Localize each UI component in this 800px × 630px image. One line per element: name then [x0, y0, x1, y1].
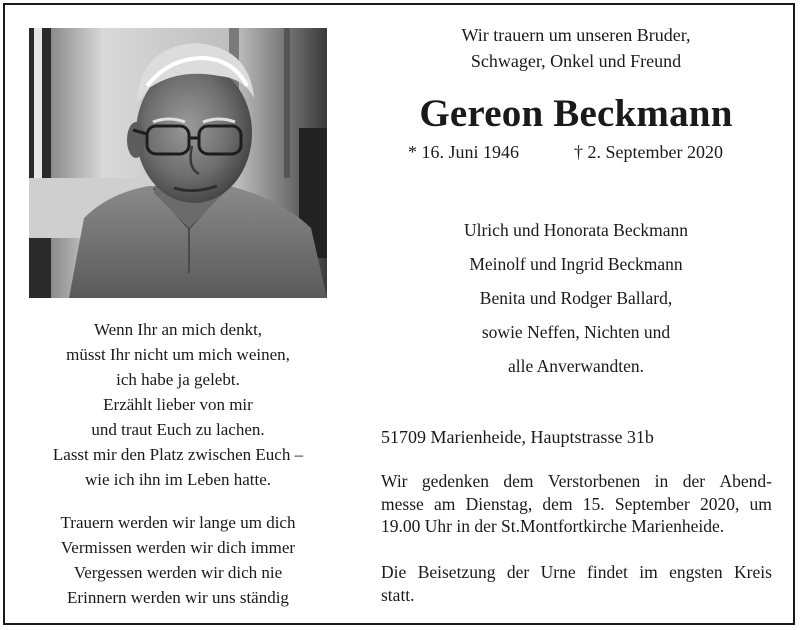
intro-text: [376, 22, 776, 74]
poem-line: Vergessen werden wir dich nie: [73, 563, 283, 582]
mourner-line: Ulrich und Honorata Beckmann: [463, 220, 689, 240]
word: 2020,: [699, 493, 740, 514]
word: gedenken: [421, 471, 489, 491]
poem-line: Trauern werden wir lange um dich: [60, 513, 296, 532]
mourner-line: Benita und Rodger Ballard,: [479, 288, 673, 308]
word: Die: [381, 562, 407, 582]
word: um: [749, 493, 772, 514]
word: findet: [587, 562, 628, 582]
portrait-photo: [29, 28, 327, 298]
word: in: [654, 471, 669, 491]
burial-line-2: statt.: [381, 584, 415, 605]
poem-line: Vermissen werden wir dich immer: [60, 538, 296, 557]
burial-notice: [381, 561, 772, 606]
poem-line: Erzählt lieber von mir: [103, 395, 253, 414]
service-line-2: [381, 493, 772, 516]
word: engsten: [669, 562, 723, 582]
word: Beisetzung: [417, 562, 496, 582]
poem-line: Erinnern werden wir uns ständig: [67, 588, 289, 607]
word: dem: [503, 471, 534, 491]
birth-date: * 16. Juni 1946: [408, 142, 520, 162]
intro-line-1: Wir trauern um unseren Bruder,: [461, 25, 691, 45]
poem-stanza-2: [22, 510, 334, 610]
poem-stanza-1: [22, 317, 334, 492]
word: Verstorbenen: [547, 471, 641, 491]
word: 15.: [582, 493, 605, 514]
portrait-icon: [29, 28, 327, 298]
word: der: [506, 562, 530, 582]
word: messe: [381, 493, 424, 514]
word: September: [614, 493, 690, 514]
poem-line: wie ich ihn im Leben hatte.: [85, 470, 271, 489]
word: Urne: [540, 562, 576, 582]
mourner-line: Meinolf und Ingrid Beckmann: [469, 254, 683, 274]
address: 51709 Marienheide, Hauptstrasse 31b: [381, 427, 654, 447]
word: Kreis: [734, 562, 772, 582]
word: dem: [542, 493, 573, 514]
mourner-line: alle Anverwandten.: [507, 356, 645, 376]
poem-line: müsst Ihr nicht um mich weinen,: [66, 345, 290, 364]
service-notice: [381, 470, 772, 538]
service-line-3: 19.00 Uhr in der St.Montfortkirche Marienheide.: [381, 516, 725, 536]
word: Wir: [381, 471, 408, 491]
word: am: [434, 493, 456, 514]
word: Abend-: [719, 471, 772, 491]
death-date: † 2. September 2020: [574, 142, 723, 162]
mourner-line: sowie Neffen, Nichten und: [481, 322, 671, 342]
poem-line: ich habe ja gelebt.: [116, 370, 240, 389]
poem-line: Wenn Ihr an mich denkt,: [93, 320, 263, 339]
word: der: [682, 471, 706, 491]
poem-line: und traut Euch zu lachen.: [91, 420, 265, 439]
word: Dienstag,: [465, 493, 533, 514]
burial-line-1: [381, 561, 772, 584]
intro-line-2: Schwager, Onkel und Freund: [470, 51, 682, 71]
deceased-name: Gereon Beckmann: [419, 92, 733, 135]
poem-line: Lasst mir den Platz zwischen Euch –: [52, 445, 304, 464]
mourners-list: [376, 213, 776, 383]
service-line-1: [381, 470, 772, 493]
word: im: [639, 562, 658, 582]
